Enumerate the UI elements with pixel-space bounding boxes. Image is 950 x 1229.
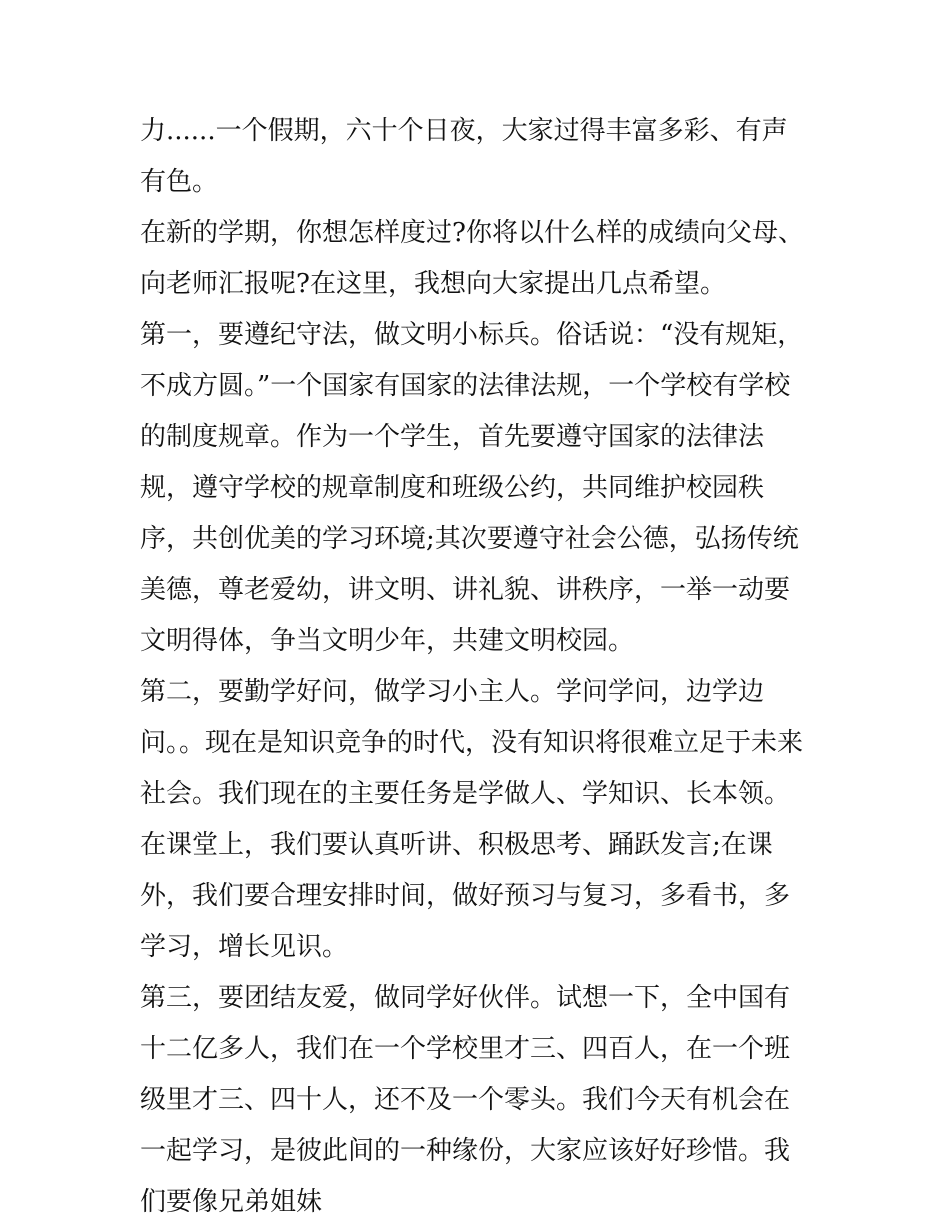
paragraph-new-semester: 在新的学期，你想怎样度过?你将以什么样的成绩向父母、向老师汇报呢?在这里，我想向大家提出几点希望。	[140, 218, 804, 299]
paragraph-continuation: 力......一个假期，六十个日夜，大家过得丰富多彩、有声有色。	[140, 116, 788, 197]
paragraph-first-point: 第一，要遵纪守法，做文明小标兵。俗话说：“没有规矩，不成方圆。”一个国家有国家的法律法规，一个学校有学校的制度规章。作为一个学生，首先要遵守国家的法律法规，遵守学校的规章制度和班级公约，共同维护校园秩序，共创优美的学习环境;其次要遵守社会公德，弘扬传统美德，尊老爱幼，讲文明、讲礼貌、讲秩序，一举一动要文明得体，争当文明少年，共建文明校园。	[140, 320, 804, 656]
paragraph-second-point: 第二，要勤学好问，做学习小主人。学问学问，边学边问。。现在是知识竞争的时代，没有知识将很难立足于未来社会。我们现在的主要任务是学做人、学知识、长本领。在课堂上，我们要认真听讲、积极思考、踊跃发言;在课外，我们要合理安排时间，做好预习与复习，多看书，多学习，增长见识。	[140, 677, 804, 962]
document-body	[140, 106, 812, 1228]
paragraph-third-point: 第三，要团结友爱，做同学好伙伴。试想一下，全中国有十二亿多人，我们在一个学校里才三、四百人，在一个班级里才三、四十人，还不及一个零头。我们今天有机会在一起学习，是彼此间的一种缘份，大家应该好好珍惜。我们要像兄弟姐妹	[140, 983, 791, 1217]
